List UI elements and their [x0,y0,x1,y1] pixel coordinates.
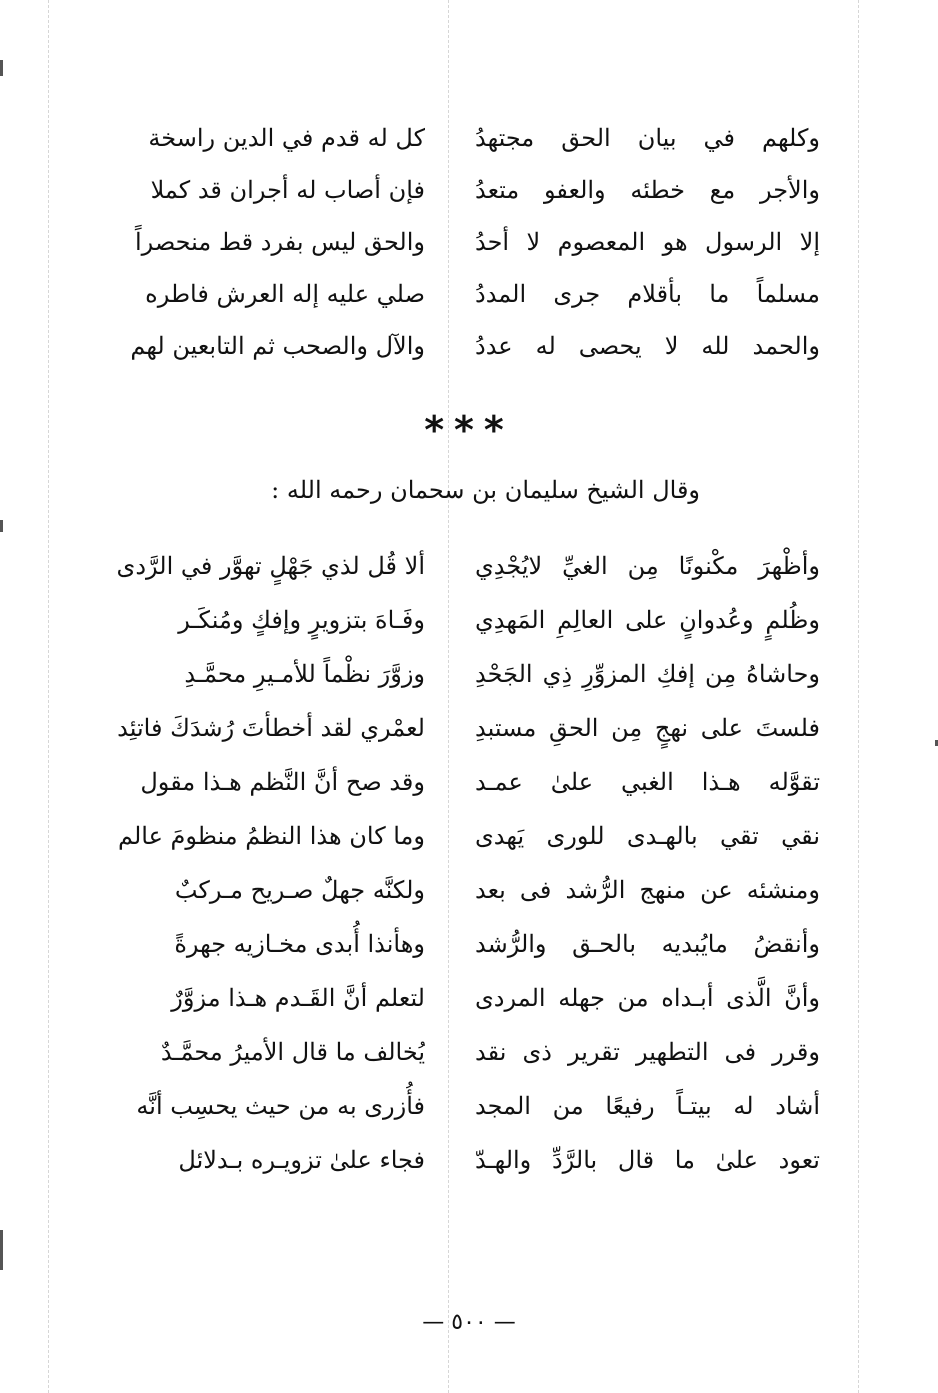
verse [80,1080,820,1134]
verse [80,112,820,164]
scan-guide-line [858,0,859,1393]
verse-first-hemistich: ولكنَّه جهلٌ صـريح مـركبٌ [174,876,425,904]
verse-second-hemistich: وكلهم في بيان الحق مجتهدُ [475,124,820,152]
verse-second-hemistich: والحمد لله لا يحصى له عددُ [475,332,820,360]
verse [80,972,820,1026]
verse [80,216,820,268]
verse-first-hemistich: كل له قدم في الدين راسخة [148,124,425,152]
verse-second-hemistich: وأظْهرَ مكْنونًا مِن الغيِّ لايُجْدِي [475,552,820,580]
verse-first-hemistich: فأُزرى به من حيث يحسِب أنَّه [136,1092,425,1120]
verse-second-hemistich: إلا الرسول هو المعصوم لا أحدُ [475,228,820,256]
scan-guide-line [48,0,49,1393]
verse-first-hemistich: والآل والصحب ثم التابعين لهم [130,332,425,360]
verse [80,864,820,918]
verse [80,320,820,372]
verse [80,594,820,648]
verse-first-hemistich: فإن أصاب له أجران قد كملا [150,176,425,204]
verse [80,756,820,810]
verse-first-hemistich: وهأنذا أُبدى مخـازيه جهرةً [174,930,425,958]
verse-second-hemistich: أشاد له بيتـاً رفيعًا من المجد [475,1092,820,1120]
verse-first-hemistich: وفَـاهَ بتزويرٍ وإفكٍ ومُنكَـر [178,606,425,634]
section-separator: *** [424,408,514,452]
verse-second-hemistich: وأنقضُ مايُبديه بالحـق والرُّشد [475,930,820,958]
verse [80,164,820,216]
verse-second-hemistich: والأجر مع خطئه والعفو متعدُ [475,176,820,204]
verse-first-hemistich: لعمْري لقد أخطأتَ رُشدَكَ فاتئِد [117,714,425,742]
verse-first-hemistich: ألا قُل لذي جَهْلٍ تهوَّر في الرَّدى [116,552,425,580]
verse [80,268,820,320]
verse [80,1026,820,1080]
poem-2 [80,540,820,1188]
verse-second-hemistich: وأنَّ الَّذى أبـداه من جهله المردى [475,984,820,1012]
verse-first-hemistich: وزوَّرَ نظْماً للأمـيرِ محمَّـدِ [184,660,425,688]
verse-first-hemistich: يُخالف ما قال الأميرُ محمَّـدٌ [160,1038,425,1066]
verse-first-hemistich: صلي عليه إله العرش فاطره [145,280,425,308]
page-number: — ٥٠٠ — [422,1310,516,1335]
verse [80,648,820,702]
verse-second-hemistich: تقوَّله هـذا الغبي علىٰ عمـد [475,768,820,796]
poem-introduction: وقال الشيخ سليمان بن سحمان رحمه الله : [271,476,700,504]
verse-second-hemistich: وحاشاهُ مِن إفكِ المزوِّرِ ذِي الجَحْدِ [475,660,820,688]
verse-second-hemistich: نقي تقي بالهـدى للورى يَهدى [475,822,820,850]
poem-1 [80,112,820,372]
verse [80,1134,820,1188]
verse [80,918,820,972]
verse [80,540,820,594]
verse-second-hemistich: مسلماً ما بأقلام جرى المددُ [475,280,820,308]
scan-edge-mark [0,520,3,532]
scan-edge-mark [0,60,3,76]
verse-second-hemistich: فلستَ على نهجٍ مِن الحقِ مستبدِ [475,714,820,742]
verse-second-hemistich: تعود علىٰ ما قال بالرَّدِّ والهـدّ [475,1146,820,1174]
verse-first-hemistich: والحق ليس بفرد قط منحصراً [134,228,425,256]
verse-first-hemistich: وقد صح أنَّ النَّظم هـذا مقول [140,768,425,796]
verse [80,702,820,756]
verse-second-hemistich: وقرر فى التطهير تقرير ذى نقد [475,1038,820,1066]
verse-first-hemistich: لتعلم أنَّ القَـدم هـذا مزوَّرٌ [171,984,425,1012]
verse-second-hemistich: وظُلمٍ وعُدوانٍ على العالِمِ المَهدِي [475,606,820,634]
verse-second-hemistich: ومنشئه عن منهج الرُّشد فى بعد [475,876,820,904]
verse-first-hemistich: وما كان هذا النظمُ منظومَ عالم [117,822,425,850]
verse-first-hemistich: فجاء علىٰ تزويـره بـدلائل [178,1146,425,1174]
scan-edge-mark [0,1230,3,1270]
verse [80,810,820,864]
